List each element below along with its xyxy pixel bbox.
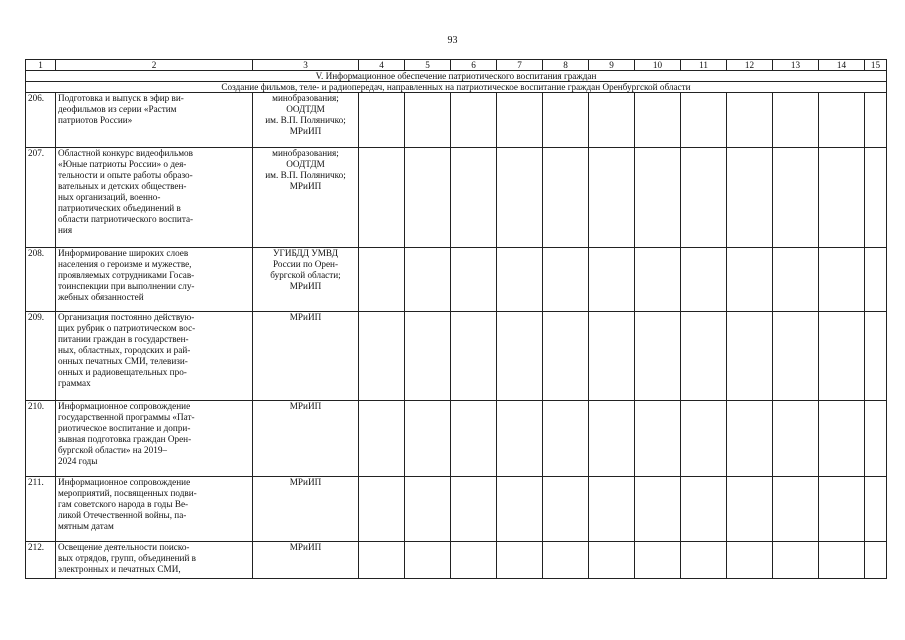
table-row (26, 93, 887, 148)
executor: МРиИП (289, 312, 322, 322)
row-number: 209. (26, 312, 56, 401)
column-number: 10 (635, 60, 681, 71)
column-number: 12 (727, 60, 773, 71)
column-number: 6 (451, 60, 497, 71)
measure-name: Информационное сопровождение мероприятий, посвященных подви- гам советского народа в годы Ве- ликой Отечественной войны, па- мятным датам (58, 477, 197, 531)
column-number: 4 (359, 60, 405, 71)
executor: МРиИП (289, 542, 322, 552)
column-number: 9 (589, 60, 635, 71)
section-row (26, 71, 887, 82)
subsection-row (26, 82, 887, 93)
table-row (26, 312, 887, 401)
measure-name: Организация постоянно действую- щих рубрик о патриотическом вос- питании граждан в государствен- ных, областных, городских и рай- онных печатных СМИ, телевизи- онных и радиовещательных про- граммах (58, 312, 196, 388)
executor: минобразования; ООДТДМ им. В.П. Поляничко; МРиИП (265, 93, 346, 136)
executor: УГИБДД УМВД России по Орен- бургской области; МРиИП (270, 248, 341, 291)
plan-table (25, 59, 887, 579)
page-number: 93 (447, 35, 458, 46)
executor: минобразования; ООДТДМ им. В.П. Поляничко; МРиИП (265, 148, 346, 191)
row-number: 211. (26, 477, 56, 542)
row-number: 212. (26, 542, 56, 579)
column-number: 1 (26, 60, 56, 71)
executor: МРиИП (289, 477, 322, 487)
column-number: 2 (56, 60, 253, 71)
table-row (26, 248, 887, 312)
measure-name: Информационное сопровождение государственной программы «Пат- риотическое воспитание и допри- зывная подготовка граждан Орен- бургской области» на 2019– 2024 годы (58, 401, 195, 466)
table-row (26, 542, 887, 579)
table-row (26, 477, 887, 542)
row-number: 206. (26, 93, 56, 148)
column-number: 13 (773, 60, 819, 71)
column-number: 7 (497, 60, 543, 71)
measure-name: Освещение деятельности поиско- вых отрядов, групп, объединений в электронных и печатных СМИ, (58, 542, 197, 574)
row-number: 208. (26, 248, 56, 312)
column-number: 15 (865, 60, 887, 71)
column-number: 8 (543, 60, 589, 71)
table-row (26, 401, 887, 477)
row-number: 210. (26, 401, 56, 477)
column-number: 3 (253, 60, 359, 71)
executor: МРиИП (289, 401, 322, 411)
column-number: 14 (819, 60, 865, 71)
measure-name: Подготовка и выпуск в эфир ви- деофильмов из серии «Растим патриотов России» (58, 93, 184, 125)
measure-name: Областной конкурс видеофильмов «Юные патриоты России» о дея- тельности и опыте работы образо- вательных и детских обществен- ных организаций, военно- патриотических объединений в области патриотического воспита- ния (58, 148, 194, 235)
column-number-row (26, 60, 887, 71)
section-title: V. Информационное обеспечение патриотического воспитания граждан (26, 71, 887, 82)
column-number: 5 (405, 60, 451, 71)
row-number: 207. (26, 148, 56, 248)
table-row (26, 148, 887, 248)
column-number: 11 (681, 60, 727, 71)
subsection-title: Создание фильмов, теле- и радиопередач, направленных на патриотическое воспитание граждан Оренбургской области (26, 82, 887, 93)
measure-name: Информирование широких слоев населения о героизме и мужестве, проявляемых сотрудниками Госав- тоинспекции при выполнении слу- жебных обязанностей (58, 248, 195, 302)
